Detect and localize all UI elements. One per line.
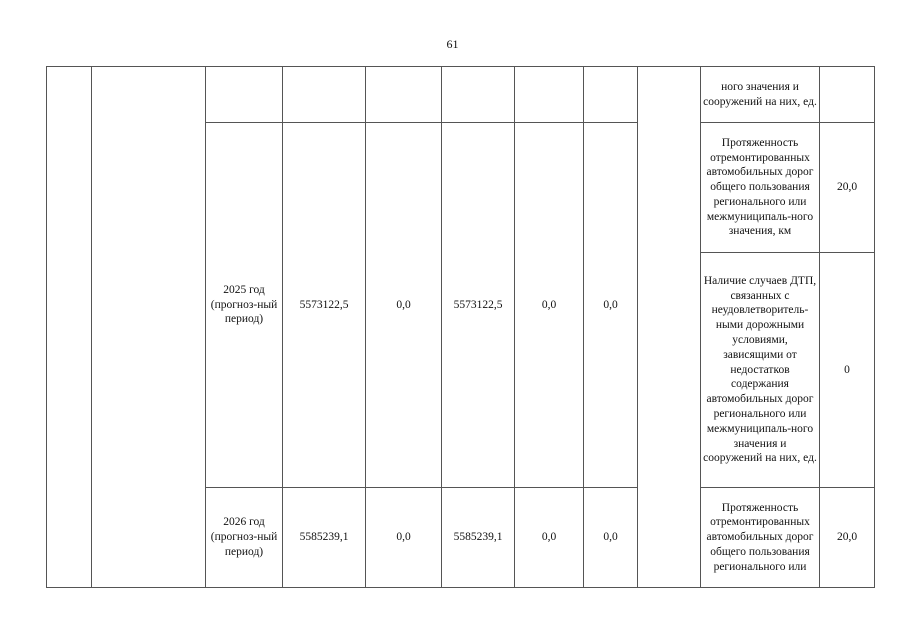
- federal-budget-cell: 0,0: [366, 123, 442, 488]
- indicator-value-cell: 20,0: [820, 123, 875, 253]
- indicator-value-cell: 20,0: [820, 488, 875, 588]
- other-sources-cell: 0,0: [584, 488, 638, 588]
- table-row: [47, 67, 875, 123]
- indicator-name-cell: Протяженность отремонтированных автомобильных дорог общего пользования регионального или: [701, 488, 820, 588]
- task-name-cell: [92, 67, 206, 588]
- year-cell: 2025 год (прогноз-ный период): [206, 123, 283, 488]
- regional-budget-cell: 5573122,5: [442, 123, 515, 488]
- total-funding-cell: [283, 67, 366, 123]
- year-cell: [206, 67, 283, 123]
- total-funding-cell: 5573122,5: [283, 123, 366, 488]
- local-budget-cell: 0,0: [515, 123, 584, 488]
- local-budget-cell: [515, 67, 584, 123]
- indicator-name-cell: ного значения и сооружений на них, ед.: [701, 67, 820, 123]
- program-funding-table: [46, 66, 875, 588]
- federal-budget-cell: [366, 67, 442, 123]
- total-funding-cell: 5585239,1: [283, 488, 366, 588]
- regional-budget-cell: [442, 67, 515, 123]
- other-sources-cell: [584, 67, 638, 123]
- year-cell: 2026 год (прогноз-ный период): [206, 488, 283, 588]
- page-number: 61: [446, 37, 459, 51]
- indicator-value-cell: [820, 67, 875, 123]
- indicator-name-cell: Протяженность отремонтированных автомобильных дорог общего пользования регионального или межмуниципаль-ного значения, км: [701, 123, 820, 253]
- indicator-value-cell: 0: [820, 253, 875, 488]
- other-sources-cell: 0,0: [584, 123, 638, 488]
- regional-budget-cell: 5585239,1: [442, 488, 515, 588]
- index-cell: [47, 67, 92, 588]
- executor-cell: [638, 67, 701, 588]
- federal-budget-cell: 0,0: [366, 488, 442, 588]
- indicator-name-cell: Наличие случаев ДТП, связанных с неудовлетворитель-ными дорожными условиями, зависящими от недостатков содержания автомобильных дорог регионального или межмуниципаль-ного значения и сооружений на них, ед.: [701, 253, 820, 488]
- local-budget-cell: 0,0: [515, 488, 584, 588]
